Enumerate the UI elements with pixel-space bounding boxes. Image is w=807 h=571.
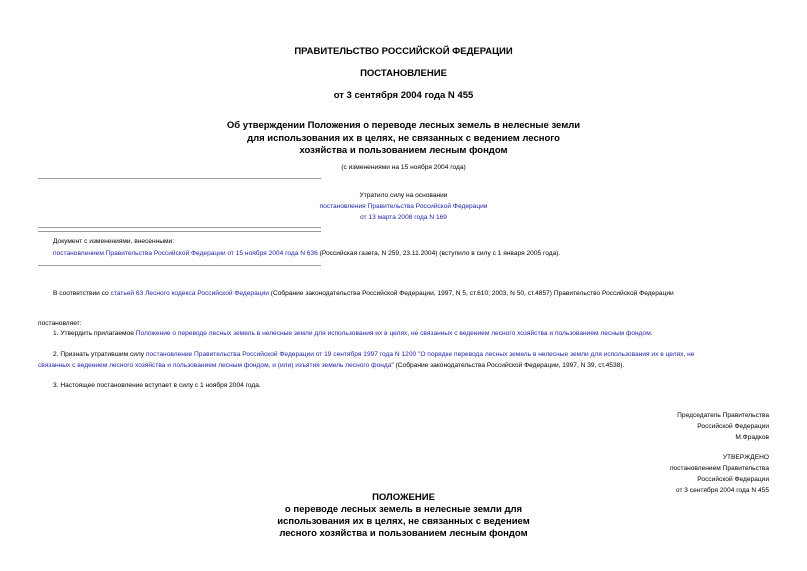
signature-block [677,410,769,443]
doc-type-heading: ПОСТАНОВЛЕНИЕ [360,68,447,79]
item-2-line-1 [53,349,694,360]
approved-date: от 3 сентября 2004 года N 455 [675,487,769,494]
signature-name: М.Фрадков [735,434,769,441]
approved-block [670,452,769,496]
regulation-line-2: использования их в целях, не связанных с ведением [277,516,530,527]
changes-doc-link[interactable]: постановлением Правительства Российской Федерации от 15 ноября 2004 года N 636 [53,250,318,257]
item-2-prefix: 2. Признать утратившим силу [53,351,146,358]
approved-label: УТВЕРЖДЕНО [722,454,769,461]
item-1-tail: . [650,330,653,337]
title-line-2: для использования их в целях, не связанных с ведением лесного [247,132,560,144]
regulation-heading-block [0,492,807,540]
changes-doc-label: Документ с изменениями, внесенными: [53,238,175,245]
government-heading: ПРАВИТЕЛЬСТВО РОССИЙСКОЙ ФЕДЕРАЦИИ [294,46,513,57]
preamble [53,288,674,299]
divider [38,227,321,228]
title-line-1: Об утверждении Положения о переводе лесных земель в нелесные земли [226,120,581,131]
date-number-heading: от 3 сентября 2004 года N 455 [333,90,474,101]
title-line-3: хозяйства и пользованием лесным фондом [299,145,508,156]
decree-1200-link-continued[interactable]: связанных с ведением лесного хозяйства и пользованием лесным фондом, и (или) изъятия земель лесного фонда [38,362,392,369]
signature-position: Председатель Правительства [677,412,769,419]
amendment-note: (с изменениями на 15 ноября 2004 года) [341,164,466,171]
approved-by: постановлением Правительства [669,465,769,472]
approved-country: Российской Федерации [697,476,769,483]
changes-doc-line [53,248,560,259]
item-3: 3. Настоящее постановление вступает в силу с 1 ноября 2004 года. [53,382,261,389]
lost-force-link-2[interactable]: от 13 марта 2008 года N 169 [360,214,447,221]
changes-doc-tail: (Российская газета, N 259, 23.11.2004) (вступило в силу с 1 января 2005 года). [317,250,561,257]
divider [38,265,321,266]
item-1 [53,328,653,339]
document-title [0,120,807,158]
divider [38,231,321,232]
resolves-label: постановляет: [38,320,82,327]
item-1-prefix: 1. Утвердить прилагаемое [53,330,136,337]
preamble-prefix: В соответствии со [53,290,111,297]
forest-code-link[interactable]: статьей 63 Лесного кодекса Российской Федерации [110,290,269,297]
preamble-tail: (Собрание законодательства Российской Федерации, 1997, N 5, ст.610; 2003, N 50, ст.4857) Правительство Российской Федерации [268,290,674,297]
lost-force-link-1[interactable]: постановления Правительства Российской Федерации [319,203,488,210]
divider [38,178,321,179]
regulation-line-1: о переводе лесных земель в нелесные земли для [284,504,523,515]
item-2-tail: " (Собрание законодательства Российской Федерации, 1997, N 39, ст.4538). [391,362,625,369]
lost-force-text: Утратило силу на основании [359,192,448,199]
regulation-link[interactable]: Положение о переводе лесных земель в нелесные земли для использования их в целях, не связанных с ведением лесного хозяйства и пользованием лесным фондом [135,330,651,337]
item-2-line-2 [38,360,624,371]
regulation-line-3: лесного хозяйства и пользованием лесным фондом [279,528,528,539]
lost-force-note [0,190,807,223]
regulation-heading: ПОЛОЖЕНИЕ [372,492,435,503]
signature-country: Российской Федерации [697,423,769,430]
decree-1200-link[interactable]: постановление Правительства Российской Федерации от 19 сентября 1997 года N 1200 "О порядке перевода лесных земель в нелесные земли для использования их в целях, не [145,351,695,358]
